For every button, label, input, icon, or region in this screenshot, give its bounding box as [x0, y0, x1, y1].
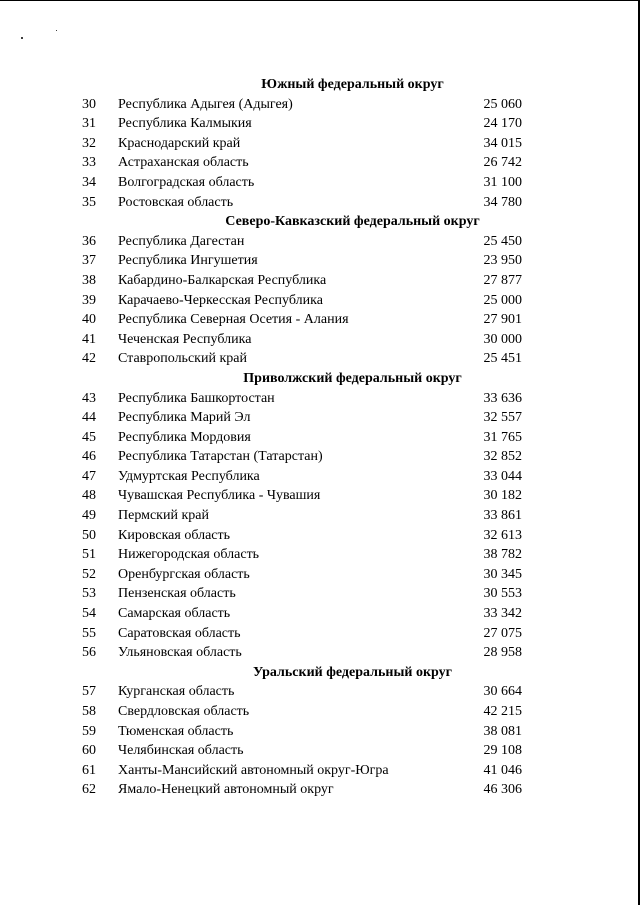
salary-value: 29 108	[483, 743, 522, 759]
salary-value: 26 742	[483, 155, 522, 171]
salary-value: 25 060	[483, 96, 522, 112]
table-row	[0, 467, 640, 487]
table-row	[0, 232, 640, 252]
salary-value: 27 075	[483, 625, 522, 641]
row-number: 43	[82, 390, 96, 406]
table-row	[0, 486, 640, 506]
region-name: Тюменская область	[118, 723, 234, 739]
salary-value: 34 015	[483, 135, 522, 151]
table-row	[0, 95, 640, 115]
salary-value: 33 044	[483, 468, 522, 484]
row-number: 47	[82, 468, 96, 484]
region-name: Краснодарский край	[118, 135, 241, 151]
region-name: Челябинская область	[118, 743, 244, 759]
table-row	[0, 193, 640, 213]
table-row	[0, 761, 640, 781]
row-number: 37	[82, 253, 96, 269]
table-row	[0, 545, 640, 565]
region-name: Карачаево-Черкесская Республика	[118, 292, 323, 308]
table-row	[0, 722, 640, 742]
row-number: 53	[82, 586, 96, 602]
salary-value: 30 664	[483, 684, 522, 700]
table-row	[0, 271, 640, 291]
region-name: Республика Северная Осетия - Алания	[118, 312, 349, 328]
region-name: Республика Адыгея (Адыгея)	[118, 96, 293, 112]
salary-value: 23 950	[483, 253, 522, 269]
scan-speck	[56, 30, 57, 31]
salary-value: 33 342	[483, 606, 522, 622]
row-number: 46	[82, 449, 96, 465]
table-row	[0, 526, 640, 546]
row-number: 35	[82, 194, 96, 210]
salary-value: 34 780	[483, 194, 522, 210]
row-number: 50	[82, 527, 96, 543]
region-name: Нижегородская область	[118, 547, 260, 563]
salary-value: 32 852	[483, 449, 522, 465]
table-row	[0, 682, 640, 702]
region-name: Республика Дагестан	[118, 233, 245, 249]
row-number: 59	[82, 723, 96, 739]
region-name: Оренбургская область	[118, 566, 250, 582]
salary-value: 30 000	[483, 331, 522, 347]
row-number: 48	[82, 488, 96, 504]
region-name: Саратовская область	[118, 625, 241, 641]
row-number: 56	[82, 645, 96, 661]
table-row	[0, 153, 640, 173]
salary-value: 31 100	[483, 174, 522, 190]
table-row	[0, 291, 640, 311]
row-number: 45	[82, 429, 96, 445]
row-number: 39	[82, 292, 96, 308]
table-row	[0, 428, 640, 448]
row-number: 51	[82, 547, 96, 563]
region-name: Самарская область	[118, 606, 231, 622]
salary-value: 38 081	[483, 723, 522, 739]
row-number: 31	[82, 116, 96, 132]
table-row	[0, 604, 640, 624]
row-number: 55	[82, 625, 96, 641]
row-number: 34	[82, 174, 96, 190]
region-name: Республика Башкортостан	[118, 390, 275, 406]
row-number: 32	[82, 135, 96, 151]
region-name: Республика Татарстан (Татарстан)	[118, 449, 323, 465]
district-header: Северо-Кавказский федеральный округ	[225, 214, 480, 230]
row-number: 41	[82, 331, 96, 347]
region-name: Ханты-Мансийский автономный округ-Югра	[118, 762, 389, 778]
region-name: Пермский край	[118, 508, 209, 524]
region-name: Чувашская Республика - Чувашия	[118, 488, 321, 504]
region-name: Республика Калмыкия	[118, 116, 252, 132]
salary-value: 27 877	[483, 272, 522, 288]
scan-speck	[21, 37, 23, 39]
row-number: 42	[82, 351, 96, 367]
salary-value: 25 450	[483, 233, 522, 249]
salary-value: 32 557	[483, 410, 522, 426]
table-row	[0, 584, 640, 604]
row-number: 44	[82, 410, 96, 426]
district-header: Уральский федеральный округ	[253, 664, 452, 680]
region-name: Кабардино-Балкарская Республика	[118, 272, 327, 288]
table-row	[0, 447, 640, 467]
salary-value: 38 782	[483, 547, 522, 563]
table-row	[0, 251, 640, 271]
row-number: 60	[82, 743, 96, 759]
region-name: Ульяновская область	[118, 645, 242, 661]
row-number: 62	[82, 782, 96, 798]
salary-value: 31 765	[483, 429, 522, 445]
salary-value: 32 613	[483, 527, 522, 543]
region-name: Курганская область	[118, 684, 235, 700]
row-number: 30	[82, 96, 96, 112]
table-row	[0, 506, 640, 526]
salary-value: 33 636	[483, 390, 522, 406]
row-number: 38	[82, 272, 96, 288]
table-row	[0, 565, 640, 585]
salary-value: 25 451	[483, 351, 522, 367]
region-name: Пензенская область	[118, 586, 236, 602]
region-name: Ямало-Ненецкий автономный округ	[118, 782, 334, 798]
row-number: 61	[82, 762, 96, 778]
table-row	[0, 310, 640, 330]
salary-value: 33 861	[483, 508, 522, 524]
row-number: 33	[82, 155, 96, 171]
row-number: 58	[82, 704, 96, 719]
district-header: Приволжский федеральный округ	[243, 370, 462, 386]
region-name: Республика Марий Эл	[118, 410, 251, 426]
row-number: 57	[82, 684, 96, 700]
region-name: Свердловская область	[118, 704, 250, 719]
salary-value: 30 345	[483, 566, 522, 582]
region-name: Кировская область	[118, 527, 231, 543]
region-name: Республика Ингушетия	[118, 253, 258, 269]
table-row	[0, 643, 640, 663]
salary-value: 25 000	[483, 292, 522, 308]
row-number: 52	[82, 566, 96, 582]
row-number: 54	[82, 606, 96, 622]
salary-value: 42 215	[483, 704, 522, 719]
table-row	[0, 134, 640, 154]
row-number: 40	[82, 312, 96, 328]
district-header: Южный федеральный округ	[261, 77, 444, 92]
region-name: Чеченская Республика	[118, 331, 252, 347]
region-name: Волгоградская область	[118, 174, 255, 190]
salary-value: 30 182	[483, 488, 522, 504]
region-name: Республика Мордовия	[118, 429, 251, 445]
salary-value: 27 901	[483, 312, 522, 328]
region-salary-table	[0, 75, 640, 800]
row-number: 49	[82, 508, 96, 524]
row-number: 36	[82, 233, 96, 249]
salary-value: 46 306	[483, 782, 522, 798]
table-row	[0, 408, 640, 428]
table-row	[0, 702, 640, 722]
table-row	[0, 173, 640, 193]
region-name: Ставропольский край	[118, 351, 247, 367]
table-row	[0, 624, 640, 644]
salary-value: 30 553	[483, 586, 522, 602]
salary-value: 28 958	[483, 645, 522, 661]
table-row	[0, 330, 640, 350]
table-row	[0, 349, 640, 369]
table-row	[0, 389, 640, 409]
table-row	[0, 780, 640, 800]
salary-value: 41 046	[483, 762, 522, 778]
region-name: Астраханская область	[118, 155, 249, 171]
table-row	[0, 114, 640, 134]
salary-value: 24 170	[483, 116, 522, 132]
table-row	[0, 741, 640, 761]
region-name: Ростовская область	[118, 194, 234, 210]
region-name: Удмуртская Республика	[118, 468, 260, 484]
